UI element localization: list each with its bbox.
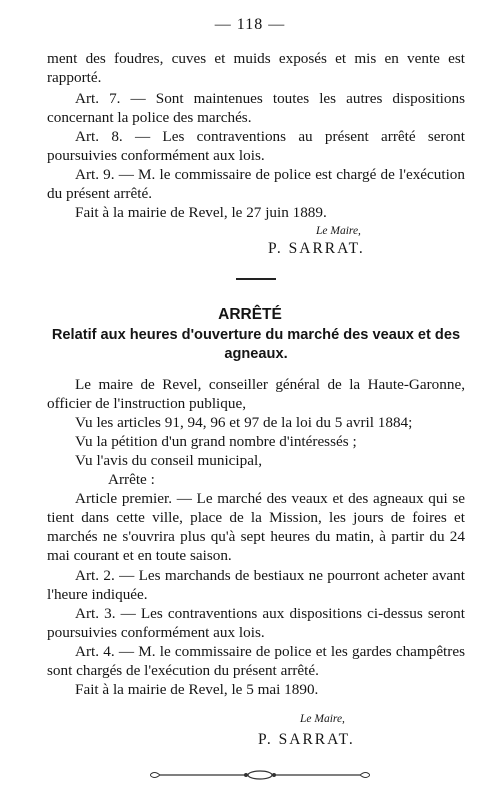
mayor-title-1: Le Maire, [316, 225, 361, 237]
article-premier: Article premier. — Le marché des veaux et des agneaux qui se tient dans cette ville, place de la Mission, les jours de foires et marchés ne s'ouvrira plus qu'à sept heures du matin, à partir du 24 mai courant et en toute saison. [47, 490, 465, 564]
arrete-subtitle: Relatif aux heures d'ouverture du marché des veaux et des agneaux. [51, 327, 461, 362]
vu-avis: Vu l'avis du conseil municipal, [75, 452, 262, 469]
section-divider [236, 278, 276, 280]
vu-articles: Vu les articles 91, 94, 96 et 97 de la loi du 5 avril 1884; [75, 414, 413, 431]
page-number: — 118 — [214, 16, 286, 33]
vu-petition: Vu la pétition d'un grand nombre d'intéressés ; [75, 433, 357, 450]
article-4: Art. 4. — M. le commissaire de police et les gardes champêtres sont chargés de l'exécution du présent arrêté. [47, 643, 465, 679]
signature-1: P. SARRAT. [268, 240, 365, 257]
article-8: Art. 8. — Les contraventions au présent arrêté seront poursuivies conformément aux lois. [47, 128, 465, 164]
article-9: Art. 9. — M. le commissaire de police est chargé de l'exécution du présent arrêté. [47, 166, 465, 202]
dated-line-2: Fait à la mairie de Revel, le 5 mai 1890. [75, 681, 319, 698]
dated-line-1: Fait à la mairie de Revel, le 27 juin 1889. [75, 204, 327, 221]
continuation-paragraph: ment des foudres, cuves et muids exposés et mis en vente est rapporté. [47, 50, 465, 86]
arrete-label: Arrête : [108, 471, 155, 488]
arrete-heading: ARRÊTÉ [218, 306, 282, 323]
article-3: Art. 3. — Les contraventions aux dispositions ci-dessus seront poursuivies conformément aux lois. [47, 605, 465, 641]
mayor-title-2: Le Maire, [300, 713, 345, 725]
article-2: Art. 2. — Les marchands de bestiaux ne pourront acheter avant l'heure indiquée. [47, 567, 465, 603]
article-7: Art. 7. — Sont maintenues toutes les autres dispositions concernant la police des marchés. [47, 90, 465, 126]
signature-2: P. SARRAT. [258, 731, 355, 748]
preamble: Le maire de Revel, conseiller général de la Haute-Garonne, officier de l'instruction publique, [47, 376, 465, 412]
ornament-divider-icon [150, 768, 370, 782]
